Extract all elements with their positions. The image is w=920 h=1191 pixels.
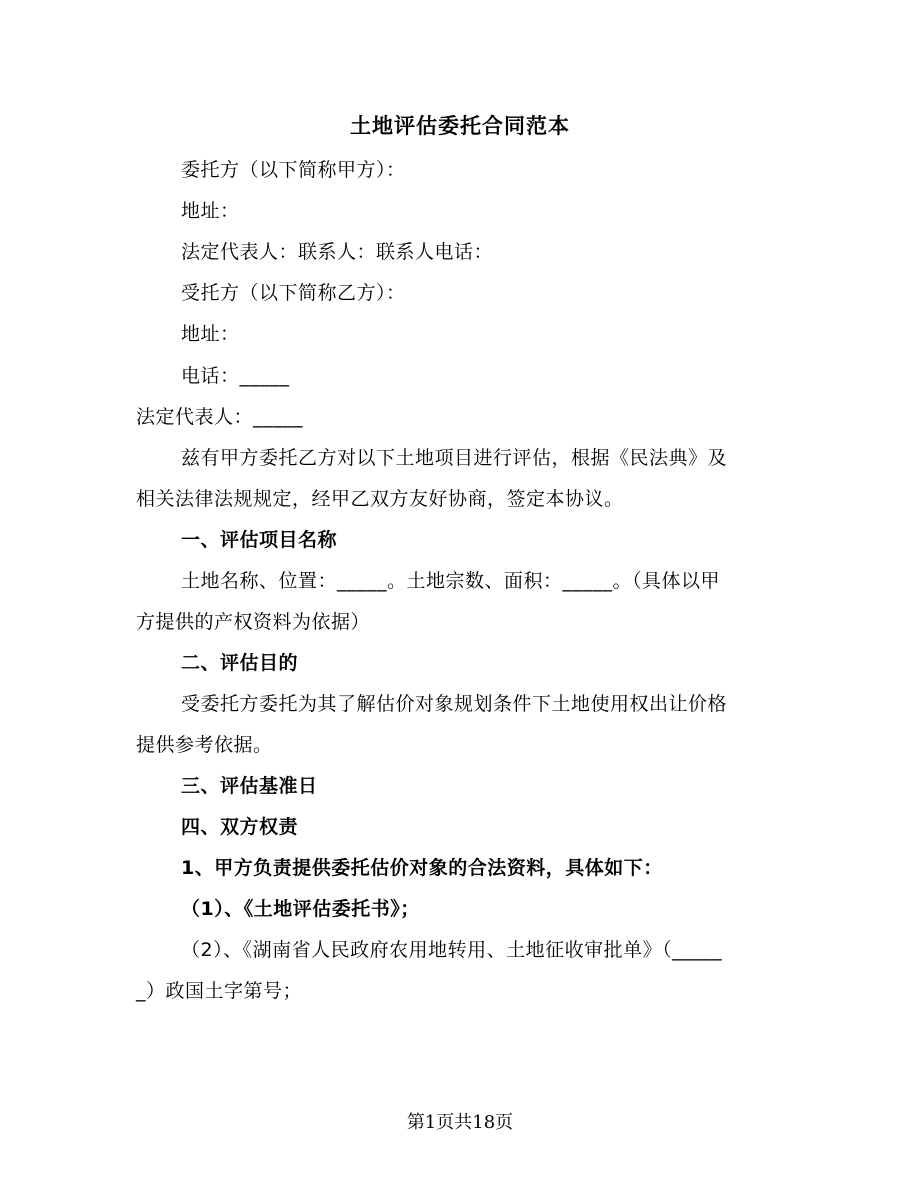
preamble-line-2: 相关法律法规规定，经甲乙双方友好协商，签定本协议。 xyxy=(136,488,624,510)
project-name-line-2: 方提供的产权资料为依据） xyxy=(136,611,371,633)
purpose-line-1: 受委托方委托为其了解估价对象规划条件下土地使用权出让价格 xyxy=(181,693,728,715)
client-address-line: 地址： xyxy=(181,200,240,222)
duty-item-1: 1、甲方负责提供委托估价对象的合法资料，具体如下： xyxy=(181,857,663,879)
preamble-line-1: 兹有甲方委托乙方对以下土地项目进行评估，根据《民法典》及 xyxy=(181,447,728,469)
client-representative-line: 法定代表人：联系人：联系人电话： xyxy=(181,241,494,263)
client-party-line: 委托方（以下简称甲方）： xyxy=(181,159,406,181)
contractor-party-line: 受托方（以下简称乙方）： xyxy=(181,282,406,304)
duty-subitem-1: （1）、《土地评估委托书》； xyxy=(181,898,420,920)
section-heading-3: 三、评估基准日 xyxy=(181,775,318,797)
contractor-phone-line: 电话：_____ xyxy=(181,365,290,387)
document-title: 土地评估委托合同范本 xyxy=(350,114,570,138)
project-name-line-1: 土地名称、位置：_____。土地宗数、面积：_____。（具体以甲 xyxy=(181,570,721,592)
section-heading-4: 四、双方权责 xyxy=(181,816,299,838)
page-number-footer: 第1页共18页 xyxy=(406,1112,514,1133)
duty-subitem-2-line-1: （2）、《湖南省人民政府农用地转用、土地征收审批单》（_____ xyxy=(181,939,723,961)
contractor-representative-line: 法定代表人：_____ xyxy=(136,406,304,428)
purpose-line-2: 提供参考依据。 xyxy=(136,734,273,756)
contractor-address-line: 地址： xyxy=(181,323,240,345)
section-heading-1: 一、评估项目名称 xyxy=(181,529,338,551)
section-heading-2: 二、评估目的 xyxy=(181,652,299,674)
duty-subitem-2-line-2: _）政国土字第号； xyxy=(136,980,303,1002)
